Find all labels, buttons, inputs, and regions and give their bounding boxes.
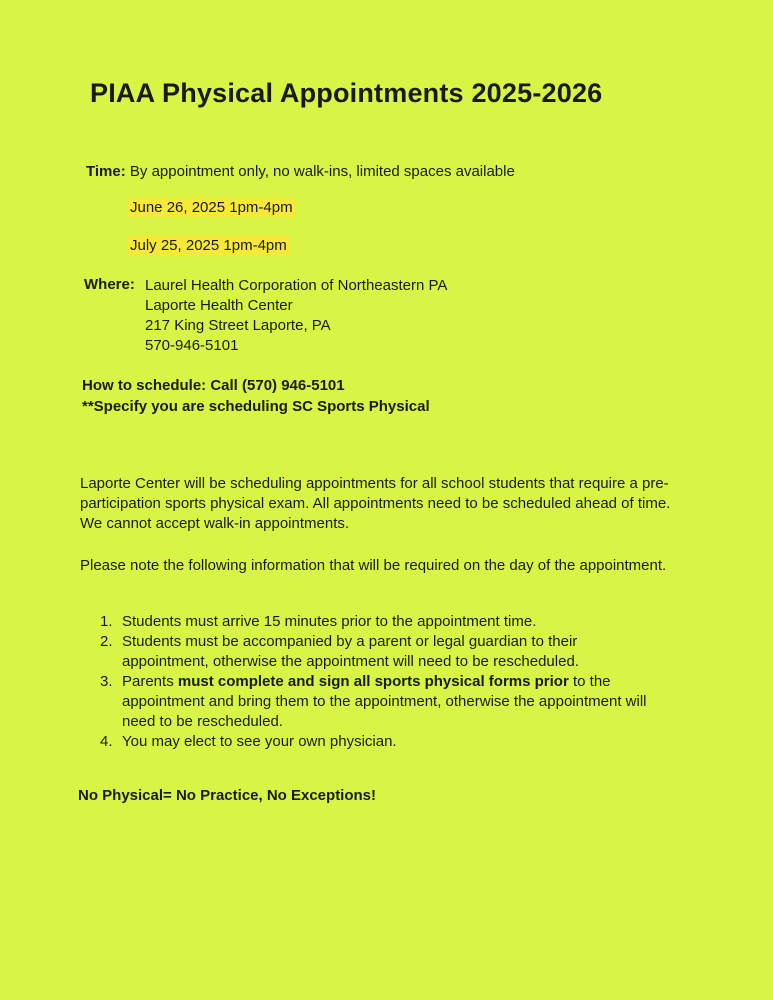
- intro-paragraph: Laporte Center will be scheduling appointments for all school students that require a pre-participation sports physical exam. All appointments need to be scheduled ahead of time. We cannot accept walk-in appointments.: [80, 475, 671, 532]
- where-line-3: 217 King Street Laporte, PA: [145, 317, 331, 334]
- where-line-4: 570-946-5101: [145, 337, 239, 354]
- page-title: PIAA Physical Appointments 2025-2026: [90, 78, 603, 108]
- requirements-list: [100, 612, 660, 752]
- date-2: [128, 236, 289, 256]
- date-2-text: July 25, 2025 1pm-4pm: [130, 237, 287, 254]
- list-item: 1. Students must arrive 15 minutes prior to the appointment time.: [100, 613, 537, 630]
- schedule-line-2: **Specify you are scheduling SC Sports Physical: [82, 398, 430, 415]
- date-1: [128, 198, 295, 218]
- list-item: 4. You may elect to see your own physician.: [100, 733, 397, 750]
- where-label: Where:: [84, 276, 135, 293]
- time-label: Time:: [86, 163, 126, 180]
- emphasis-text: must complete and sign all sports physical forms prior: [177, 673, 569, 690]
- note-paragraph: Please note the following information that will be required on the day of the appointment.: [80, 557, 667, 574]
- where-line-1: Laurel Health Corporation of Northeastern PA: [145, 277, 448, 294]
- where-line-2: Laporte Health Center: [145, 297, 293, 314]
- schedule-line-1: How to schedule: Call (570) 946-5101: [82, 377, 345, 394]
- footer-note: No Physical= No Practice, No Exceptions!: [78, 787, 377, 804]
- date-1-text: June 26, 2025 1pm-4pm: [130, 199, 293, 216]
- list-item: 3. Parents must complete and sign all sports physical forms prior to the appointment and bring them to the appointment, otherwise the appointment will need to be rescheduled.: [100, 673, 647, 730]
- list-item: 2. Students must be accompanied by a parent or legal guardian to their appointment, otherwise the appointment will need to be rescheduled.: [100, 633, 579, 670]
- time-text: By appointment only, no walk-ins, limited spaces available: [129, 163, 515, 180]
- time-line: [86, 162, 515, 182]
